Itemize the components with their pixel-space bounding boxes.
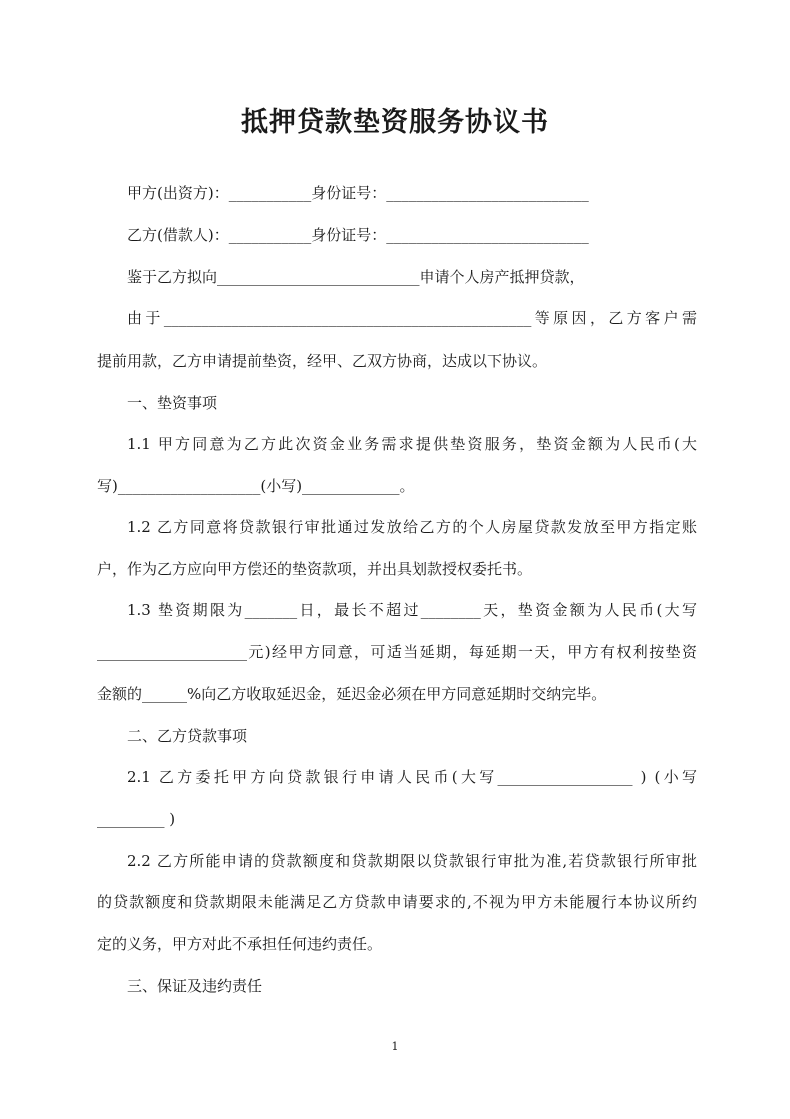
section-2-heading: 二、乙方贷款事项	[127, 727, 248, 745]
clause-1-3-line-b: ____________________元)经甲方同意，可适当延期，每延期一天，甲方有权利按垫资	[97, 643, 697, 661]
clause-1-3-line-a: 1.3 垫资期限为_______日，最长不超过________天，垫资金额为人民币(大写	[127, 601, 697, 619]
document-title: 抵押贷款垫资服务协议书	[241, 107, 549, 138]
section-3-heading: 三、保证及违约责任	[127, 977, 263, 995]
clause-2-1-line-b: _________ )	[97, 810, 176, 828]
clause-1-1-line-a: 1.1 甲方同意为乙方此次资金业务需求提供垫资服务，垫资金额为人民币(大	[127, 435, 697, 453]
clause-1-1-line-b: 写)___________________(小写)_____________。	[97, 477, 415, 495]
party-a-line: 甲方(出资方)：___________身份证号：___________________________	[127, 184, 589, 202]
clause-2-1-line-a: 2.1 乙方委托甲方向贷款银行申请人民币(大写__________________ ) (小写	[127, 768, 697, 786]
recital-line-2b: 提前用款，乙方申请提前垫资，经甲、乙双方协商，达成以下协议。	[97, 352, 548, 370]
clause-1-2-line-a: 1.2 乙方同意将贷款银行审批通过发放给乙方的个人房屋贷款发放至甲方指定账	[127, 518, 697, 536]
clause-1-2-line-b: 户，作为乙方应向甲方偿还的垫资款项，并出具划款授权委托书。	[97, 560, 533, 578]
clause-2-2-line-c: 定的义务，甲方对此不承担任何违约责任。	[97, 935, 383, 953]
section-1-heading: 一、垫资事项	[127, 394, 218, 412]
recital-line-1: 鉴于乙方拟向___________________________申请个人房产抵押贷款，	[127, 268, 585, 286]
clause-2-2-line-a: 2.2 乙方所能申请的贷款额度和贷款期限以贷款银行审批为准,若贷款银行所审批	[127, 852, 697, 870]
clause-2-2-line-b: 的贷款额度和贷款期限未能满足乙方贷款申请要求的,不视为甲方未能履行本协议所约	[97, 893, 697, 911]
clause-1-3-line-c: 金额的______%向乙方收取延迟金，延迟金必须在甲方同意延期时交纳完毕。	[97, 685, 607, 703]
recital-line-2a: 由于_________________________________________________等原因，乙方客户需	[127, 309, 697, 327]
page-number: 1	[391, 1040, 399, 1053]
party-b-line: 乙方(借款人)：___________身份证号：___________________________	[127, 226, 589, 244]
